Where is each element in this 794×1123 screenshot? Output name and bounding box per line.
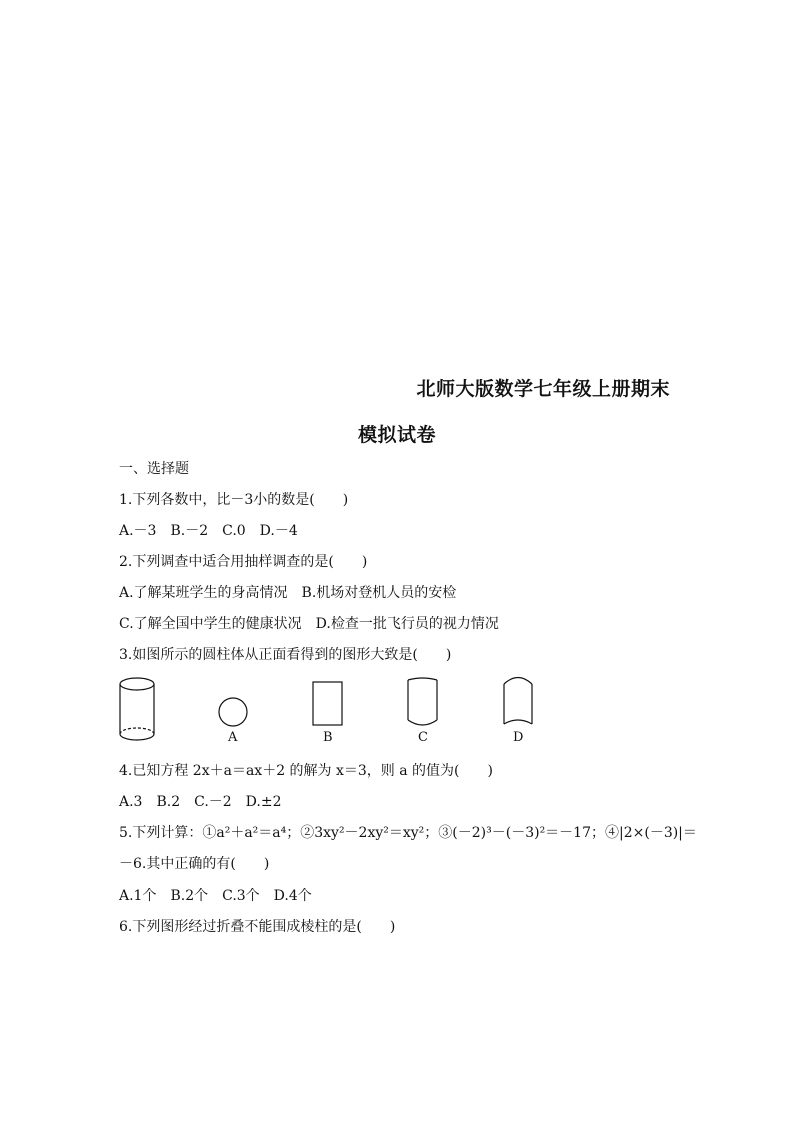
option-a-circle	[219, 698, 247, 726]
option-c-shape	[408, 678, 437, 725]
question-5: 5.下列计算：①a²＋a²＝a⁴；②3xy²－2xy²＝xy²；③(－2)³－(－3)²＝－17；④|2×(－3)|＝	[119, 825, 697, 841]
exam-title-line2: 模拟试卷	[357, 424, 436, 446]
cylinder-3d-drawing	[120, 678, 154, 740]
option-c-label: C	[418, 730, 428, 745]
option-d-label: D	[513, 730, 524, 745]
cylinder-figure-svg	[110, 672, 550, 752]
question-6: 6.下列图形经过折叠不能围成棱柱的是( )	[119, 919, 396, 935]
option-d-shape	[504, 678, 532, 725]
question-5-continued: －6.其中正确的有( )	[119, 856, 270, 872]
question-4-options: A.3 B.2 C.－2 D.±2	[119, 794, 282, 810]
cylinder-figure	[110, 672, 550, 752]
question-3: 3.如图所示的圆柱体从正面看得到的图形大致是( )	[119, 647, 452, 663]
question-1: 1.下列各数中，比－3小的数是( )	[119, 492, 349, 508]
question-2: 2.下列调查中适合用抽样调查的是( )	[119, 554, 368, 570]
option-a-label: A	[228, 730, 238, 745]
question-2-options-cd: C.了解全国中学生的健康状况 D.检查一批飞行员的视力情况	[119, 616, 499, 632]
option-b-rectangle	[313, 682, 342, 725]
question-4: 4.已知方程 2x＋a＝ax＋2 的解为 x＝3，则 a 的值为( )	[119, 763, 493, 779]
question-2-options-ab: A.了解某班学生的身高情况 B.机场对登机人员的安检	[119, 585, 457, 601]
exam-title-line1: 北师大版数学七年级上册期末	[416, 378, 670, 400]
question-5-options: A.1个 B.2个 C.3个 D.4个	[119, 888, 312, 904]
option-b-label: B	[323, 730, 333, 745]
question-1-options: A.－3 B.－2 C.0 D.－4	[119, 523, 298, 539]
section-heading: 一、选择题	[119, 461, 189, 477]
